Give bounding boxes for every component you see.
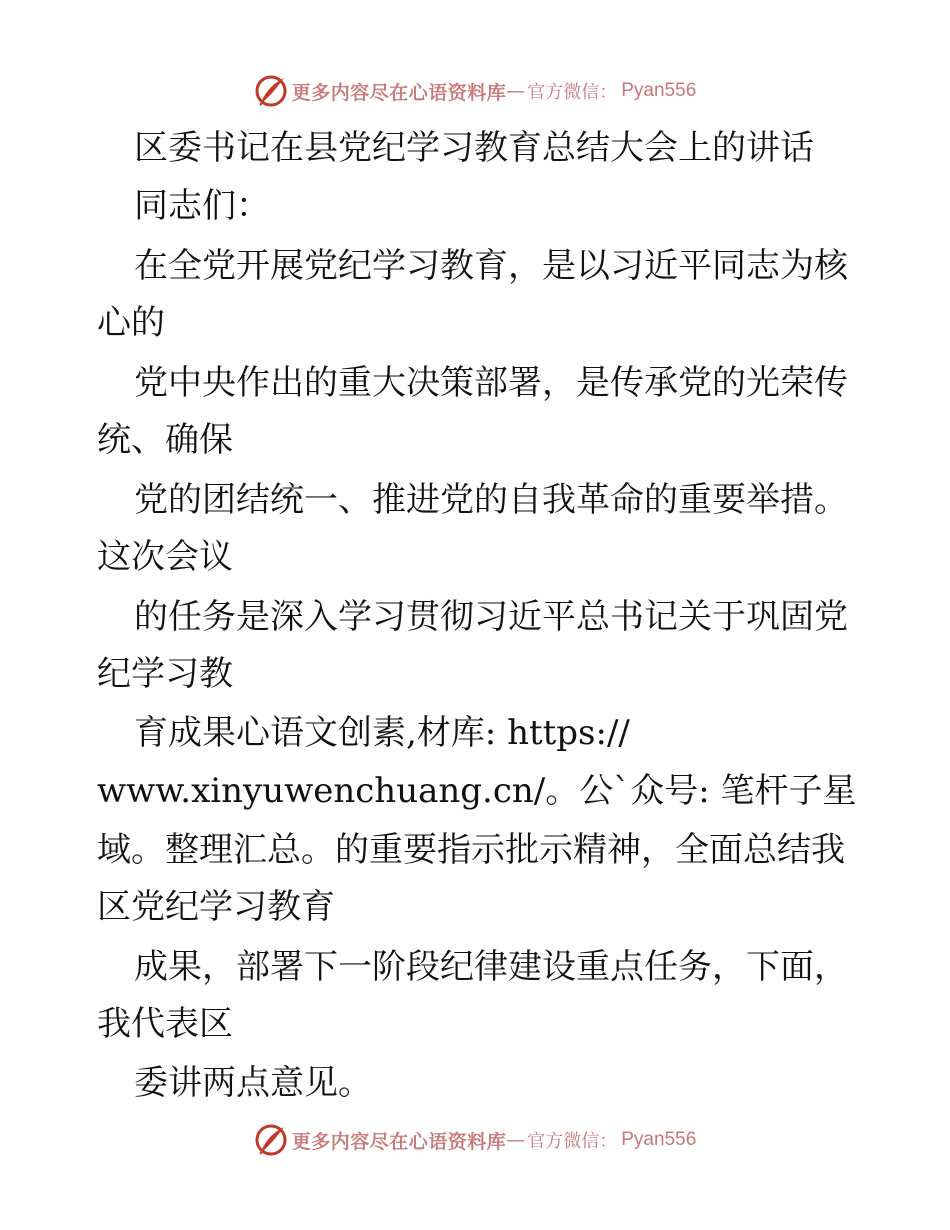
salutation: 同志们： [134,186,270,226]
text-line: 党的团结统一、推进党的自我革命的重要举措。 [134,480,848,520]
text-line: 的任务是深入学习贯彻习近平总书记关于巩固党 [134,597,848,637]
text-line: 党中央作出的重大决策部署，是传承党的光荣传 [134,363,848,403]
text-line: 育成果心语文创素,材库: https:// [134,713,630,753]
watermark-wechat-id: Pyan556 [621,1129,697,1150]
text-line: 心的 [97,303,165,343]
text-line: 这次会议 [97,537,233,577]
quill-logo-icon [254,74,288,108]
watermark-separator: — [506,1129,526,1151]
text-line: 区党纪学习教育 [97,887,335,927]
text-line: 域。整理汇总。的重要指示批示精神，全面总结我 [97,830,845,870]
text-line: www.xinyuwenchuang.cn/。公`众号: 笔杆子星 [97,771,857,811]
watermark-separator: — [506,80,526,102]
watermark-wechat-label: 官方微信： [527,1131,618,1152]
watermark-text: 更多内容尽在心语资料库 [291,81,507,104]
text-line: 纪学习教 [97,654,233,694]
text-line: 成果，部署下一阶段纪律建设重点任务，下面， [134,947,848,987]
watermark-wechat-id: Pyan556 [621,80,697,101]
text-line: 委讲两点意见。 [134,1063,372,1103]
watermark-text: 更多内容尽在心语资料库 [291,1130,507,1153]
text-line: 在全党开展党纪学习教育，是以习近平同志为核 [134,246,848,286]
document-title: 区委书记在县党纪学习教育总结大会上的讲话 [134,128,814,168]
watermark-wechat-label: 官方微信： [527,82,618,103]
text-line: 统、确保 [97,420,233,460]
header-watermark [0,71,950,111]
quill-logo-icon [254,1123,288,1157]
text-line: 我代表区 [97,1004,233,1044]
footer-watermark [0,1120,950,1160]
